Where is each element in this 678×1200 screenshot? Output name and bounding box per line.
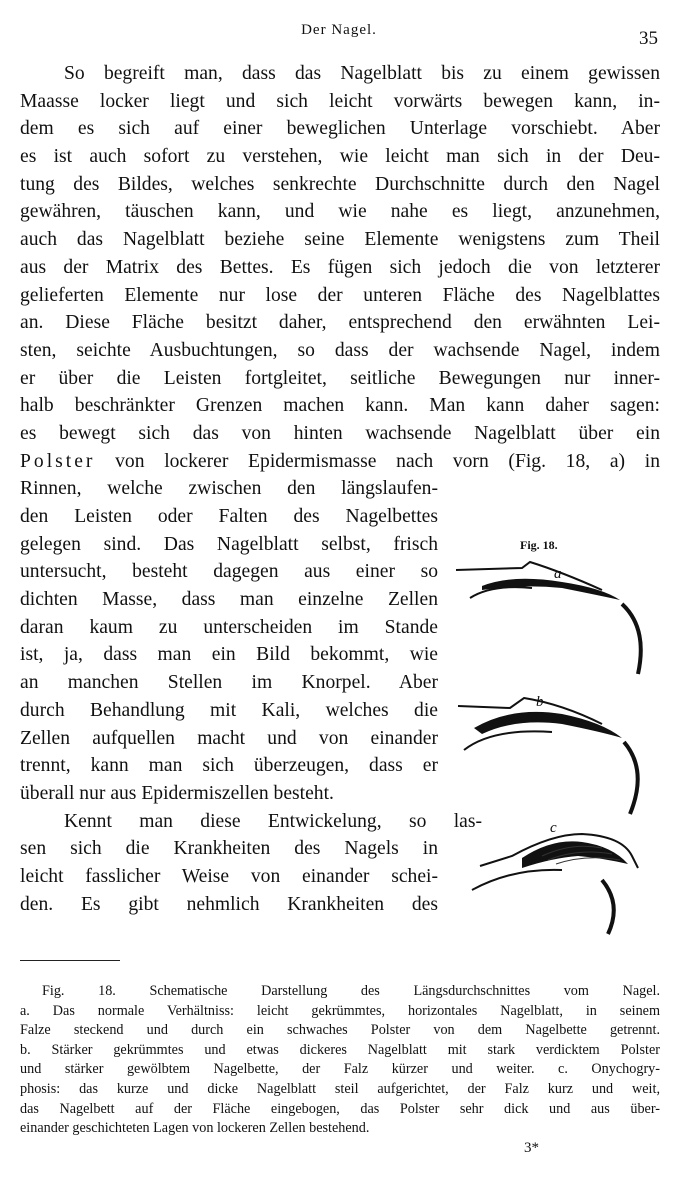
spaced-word: Polster [20, 450, 96, 472]
text-line: untersucht, besteht dagegen aus einer so [20, 561, 438, 583]
text-line: sten, seichte Ausbuchtungen, so dass der wachsende Nagel, indem [20, 339, 660, 361]
page-number: 35 [639, 28, 658, 49]
figure-letter-c: c [550, 820, 557, 836]
text-line: er über die Leisten fortgleitet, seitliche Bewegungen nur inner- [20, 367, 660, 389]
text-line: es ist auch sofort zu verstehen, wie leicht man sich in der Deu- [20, 146, 660, 168]
figure-label: Fig. 18. [520, 538, 558, 552]
text-line: gewähren, täuschen kann, und wie nahe es liegt, anzunehmen, [20, 201, 660, 223]
text-line: dichten Masse, dass man einzelne Zellen [20, 589, 438, 611]
text-line: gelegen sind. Das Nagelblatt selbst, frisch [20, 533, 438, 555]
text-line: daran kaum zu unterscheiden im Stande [20, 616, 438, 638]
text-line: Kennt man diese Entwickelung, so las- [64, 810, 482, 832]
text-line: durch Behandlung mit Kali, welches die [20, 699, 438, 721]
caption-line: phosis: das kurze und dicke Nagelblatt steil aufgerichtet, der Falz kurz und weit, [20, 1080, 660, 1097]
text-line: Zellen aufquellen macht und von einander [20, 727, 438, 749]
nail-diagram-c [472, 834, 638, 934]
text-line: den Leisten oder Falten des Nagelbettes [20, 506, 438, 527]
text-line: aus der Matrix des Bettes. Es fügen sich jedoch die von letzterer [20, 256, 660, 278]
figure-letter-a: a [554, 566, 562, 582]
caption-line: und stärker gewölbtem Nagelbette, der Falz kürzer und weiter. c. Onychogry- [20, 1061, 660, 1078]
text-line: Rinnen, welche zwischen den längslaufen- [20, 478, 438, 500]
text-line: tung des Bildes, welches senkrechte Durchschnitte durch den Nagel [20, 173, 660, 195]
caption-line: einander geschichteten Lagen von lockeren Zellen bestehend. [20, 1120, 370, 1137]
nail-cross-section-drawings [452, 538, 660, 938]
text-line: gelieferten Elemente nur lose der unteren Fläche des Nagelblattes [20, 284, 660, 306]
figure-18 [452, 538, 660, 938]
text-line: So begreift man, dass das Nagelblatt bis zu einem gewissen [64, 63, 660, 84]
text-line: an. Diese Fläche besitzt daher, entsprechend den erwähnten Lei- [20, 312, 660, 334]
text-line: trennt, kann man sich überzeugen, dass er [20, 755, 438, 777]
caption-line: a. Das normale Verhältniss: leicht gekrümmtes, horizontales Nagelblatt, in seinem [20, 1002, 660, 1019]
text-line: halb beschränkter Grenzen machen kann. Man kann daher sagen: [20, 395, 660, 417]
caption-line: Fig. 18. Schematische Darstellung des Längsdurchschnittes vom Nagel. [42, 983, 660, 999]
text-fragment: von lockerer Epidermismasse nach vorn (Fig. 18, a) in [95, 450, 660, 472]
text-line: ist, ja, dass man ein Bild bekommt, wie [20, 644, 438, 666]
text-line: auch das Nagelblatt beziehe seine Elemente wenigstens zum Theil [20, 229, 660, 251]
text-line: sen sich die Krankheiten des Nagels in [20, 838, 438, 860]
text-line: dem es sich auf einer beweglichen Unterlage vorschiebt. Aber [20, 118, 660, 140]
text-line-polster [20, 448, 660, 476]
caption-line: Falze steckend und durch ein schwaches Polster von dem Nagelbette getrennt. [20, 1022, 660, 1039]
nail-diagram-a [456, 562, 641, 674]
caption-line: b. Stärker gekrümmtes und etwas dickeres Nagelblatt mit stark verdicktem Polster [20, 1041, 660, 1058]
signature-mark: 3* [524, 1140, 539, 1156]
text-line: leicht fasslicher Weise von einander schei- [20, 865, 438, 887]
footnote-divider [20, 960, 120, 961]
text-line: an manchen Stellen im Knorpel. Aber [20, 672, 438, 694]
text-line: Maasse locker liegt und sich leicht vorwärts bewegen kann, in- [20, 90, 660, 112]
text-line: überall nur aus Epidermiszellen besteht. [20, 782, 334, 804]
figure-letter-b: b [536, 694, 544, 710]
text-line: es bewegt sich das von hinten wachsende Nagelblatt über ein [20, 422, 660, 444]
nail-diagram-b [458, 698, 638, 814]
figure-caption [20, 982, 660, 1139]
running-title: Der Nagel. [301, 22, 377, 38]
caption-line: das Nagelbett auf der Fläche eingebogen, das Polster sehr dick und aus über- [20, 1100, 660, 1117]
text-line: den. Es gibt nehmlich Krankheiten des [20, 893, 438, 915]
